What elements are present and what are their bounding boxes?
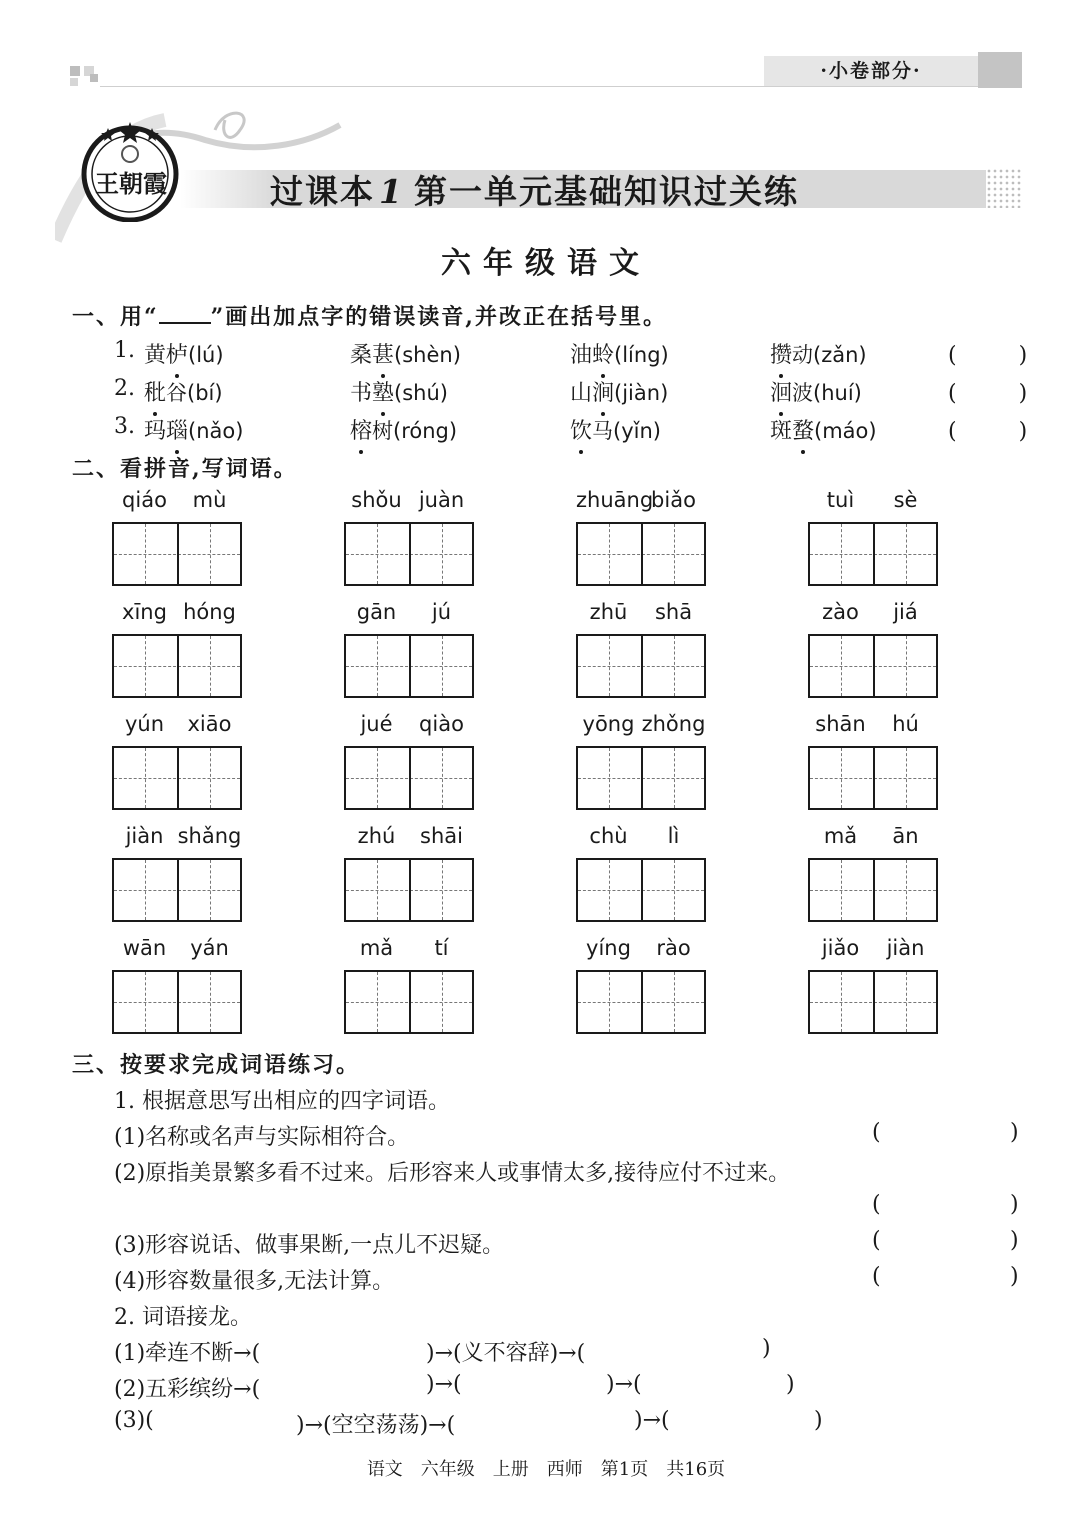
row-number: 3. bbox=[114, 414, 135, 439]
pinyin-syllable: zào bbox=[822, 600, 859, 624]
writing-grid[interactable] bbox=[808, 634, 938, 698]
writing-grid[interactable] bbox=[808, 746, 938, 810]
pinyin-syllable: wān bbox=[122, 936, 167, 960]
pinyin-syllable: mù bbox=[192, 488, 227, 512]
pronunciation-item bbox=[770, 414, 877, 445]
item-pre: 书 bbox=[350, 381, 373, 406]
chain-2-part-4: ) bbox=[786, 1372, 795, 1397]
pinyin-syllable: qiào bbox=[419, 712, 464, 736]
header-rule bbox=[100, 86, 1022, 87]
item-pinyin: 波(huí) bbox=[792, 381, 862, 405]
dotted-char: 蛉 bbox=[592, 338, 614, 369]
page-subtitle: 六年级语文 bbox=[441, 246, 651, 281]
writing-grid[interactable] bbox=[808, 522, 938, 586]
pinyin-syllable: jiá bbox=[893, 600, 918, 624]
pinyin-syllable: shǒu bbox=[351, 488, 402, 512]
writing-grid[interactable] bbox=[808, 970, 938, 1034]
pinyin-syllable: sè bbox=[893, 488, 918, 512]
pinyin-syllable: biǎo bbox=[651, 488, 696, 512]
q1-paren-right: ) bbox=[1010, 1120, 1019, 1145]
pinyin-syllable: lì bbox=[667, 824, 680, 848]
item-pinyin: (líng) bbox=[614, 343, 669, 367]
item-pre: 桑 bbox=[350, 343, 373, 368]
pinyin-syllable: shāi bbox=[420, 824, 463, 848]
writing-grid[interactable] bbox=[344, 858, 474, 922]
q1-item-4: (4)形容数量很多,无法计算。 bbox=[114, 1269, 395, 1294]
q1-paren-left: ( bbox=[872, 1228, 881, 1253]
pinyin-syllable: yōng bbox=[582, 712, 635, 736]
pinyin-syllable: mǎ bbox=[359, 936, 394, 960]
underline-sample bbox=[159, 306, 211, 324]
answer-paren: ( ) bbox=[948, 381, 1034, 406]
pinyin-syllable: jú bbox=[431, 600, 452, 624]
pinyin-syllable: zhǒng bbox=[641, 712, 706, 736]
title-prefix: 过课本 bbox=[270, 172, 375, 211]
pinyin-syllable: qiáo bbox=[122, 488, 167, 512]
pronunciation-item bbox=[350, 376, 448, 407]
pronunciation-item bbox=[144, 376, 223, 407]
item-pinyin: 动(zǎn) bbox=[792, 343, 867, 367]
section3-heading: 三、按要求完成词语练习。 bbox=[72, 1052, 361, 1078]
dotted-char: 塾 bbox=[372, 376, 394, 407]
dotted-char: 秕 bbox=[144, 376, 166, 407]
title-number: 1 bbox=[379, 172, 404, 211]
dotted-char: 榕 bbox=[350, 414, 372, 445]
row-number: 1. bbox=[114, 338, 135, 363]
pinyin-syllable: yún bbox=[124, 712, 165, 736]
row-number: 2. bbox=[114, 376, 135, 401]
pronunciation-item bbox=[144, 414, 243, 445]
dotted-char: 栌 bbox=[166, 338, 188, 369]
chain-2-part-2: )→( bbox=[426, 1372, 462, 1397]
q1-paren-left: ( bbox=[872, 1120, 881, 1145]
dotted-char: 攒 bbox=[770, 338, 792, 369]
pinyin-syllable: zhū bbox=[589, 600, 628, 624]
section-tag: ·小卷部分· bbox=[764, 56, 978, 86]
writing-grid[interactable] bbox=[576, 858, 706, 922]
q1-paren-left: ( bbox=[872, 1192, 881, 1217]
pinyin-syllable: zhuāng bbox=[576, 488, 654, 512]
chain-1-part-1: (1)牵连不断→( bbox=[114, 1341, 261, 1366]
writing-grid[interactable] bbox=[344, 522, 474, 586]
pinyin-syllable: hú bbox=[892, 712, 919, 736]
q1-item-3: (3)形容说话、做事果断,一点儿不迟疑。 bbox=[114, 1233, 505, 1258]
pinyin-syllable: yíng bbox=[586, 936, 631, 960]
item-pre: 玛 bbox=[144, 419, 167, 444]
section2-heading: 二、看拼音,写词语。 bbox=[72, 456, 298, 482]
pinyin-syllable: jiàn bbox=[125, 824, 164, 848]
writing-grid[interactable] bbox=[576, 746, 706, 810]
pinyin-syllable: rào bbox=[656, 936, 691, 960]
writing-grid[interactable] bbox=[112, 634, 242, 698]
pronunciation-item bbox=[350, 414, 457, 445]
writing-grid[interactable] bbox=[576, 634, 706, 698]
page-title bbox=[270, 166, 799, 213]
chain-2-part-3: )→( bbox=[606, 1372, 642, 1397]
chain-2-part-1: (2)五彩缤纷→( bbox=[114, 1377, 261, 1402]
pinyin-syllable: mǎ bbox=[823, 824, 858, 848]
item-pinyin: (lú) bbox=[188, 343, 224, 367]
pronunciation-item bbox=[770, 338, 867, 369]
pinyin-syllable: shǎng bbox=[177, 824, 242, 848]
writing-grid[interactable] bbox=[344, 634, 474, 698]
pinyin-syllable: xīng bbox=[122, 600, 167, 624]
pronunciation-item bbox=[350, 338, 461, 369]
writing-grid[interactable] bbox=[112, 522, 242, 586]
answer-paren: ( ) bbox=[948, 343, 1034, 368]
q1-paren-left: ( bbox=[872, 1264, 881, 1289]
chain-3-part-2: )→(空空荡荡)→( bbox=[296, 1413, 456, 1438]
item-pinyin: (máo) bbox=[814, 419, 877, 443]
chain-1-part-3: ) bbox=[762, 1336, 771, 1361]
writing-grid[interactable] bbox=[344, 746, 474, 810]
pinyin-syllable: gān bbox=[356, 600, 397, 624]
title-main: 第一单元基础知识过关练 bbox=[413, 172, 799, 211]
q1-paren-right: ) bbox=[1010, 1192, 1019, 1217]
chain-3-part-1: (3)( bbox=[114, 1408, 154, 1433]
writing-grid[interactable] bbox=[576, 522, 706, 586]
writing-grid[interactable] bbox=[344, 970, 474, 1034]
q1-title: 1. 根据意思写出相应的四字词语。 bbox=[114, 1089, 450, 1114]
q2-title: 2. 词语接龙。 bbox=[114, 1305, 252, 1330]
pinyin-syllable: shān bbox=[815, 712, 866, 736]
item-pinyin: 树(róng) bbox=[372, 419, 458, 443]
q1-paren-right: ) bbox=[1010, 1228, 1019, 1253]
tag-block bbox=[978, 52, 1022, 88]
pronunciation-item bbox=[570, 376, 668, 407]
item-pinyin: 马(yǐn) bbox=[592, 419, 661, 443]
pinyin-syllable: jiǎo bbox=[821, 936, 860, 960]
pronunciation-item bbox=[570, 414, 661, 445]
pinyin-syllable: yán bbox=[190, 936, 229, 960]
dotted-char: 饮 bbox=[570, 414, 592, 445]
heading-part-b: ”画出加点字的错误读音,并改正在括号里。 bbox=[210, 304, 667, 330]
pinyin-syllable: ān bbox=[892, 824, 919, 848]
section1-heading bbox=[72, 300, 667, 331]
dotted-char: 蝥 bbox=[792, 414, 814, 445]
banner-dots bbox=[986, 168, 1022, 208]
dotted-char: 洄 bbox=[770, 376, 792, 407]
writing-grid[interactable] bbox=[808, 858, 938, 922]
writing-grid[interactable] bbox=[576, 970, 706, 1034]
pronunciation-item bbox=[770, 376, 862, 407]
item-pre: 油 bbox=[570, 343, 593, 368]
item-pinyin: (shèn) bbox=[394, 343, 461, 367]
page-footer: 语文 六年级 上册 西师 第1页 共16页 bbox=[366, 1459, 726, 1480]
dotted-char: 瑙 bbox=[166, 414, 188, 445]
pinyin-syllable: zhú bbox=[357, 824, 396, 848]
writing-grid[interactable] bbox=[112, 746, 242, 810]
item-pre: 山 bbox=[570, 381, 593, 406]
dotted-char: 葚 bbox=[372, 338, 394, 369]
q1-item-1: (1)名称或名声与实际相符合。 bbox=[114, 1125, 410, 1150]
pinyin-syllable: jiàn bbox=[886, 936, 925, 960]
chain-3-part-4: ) bbox=[814, 1408, 823, 1433]
q1-paren-right: ) bbox=[1010, 1264, 1019, 1289]
item-pinyin: (shú) bbox=[394, 381, 448, 405]
item-pre: 黄 bbox=[144, 343, 167, 368]
pinyin-syllable: tuì bbox=[826, 488, 855, 512]
pinyin-syllable: shā bbox=[654, 600, 693, 624]
item-pinyin: (jiàn) bbox=[614, 381, 669, 405]
pinyin-syllable: jué bbox=[360, 712, 393, 736]
pinyin-syllable: juàn bbox=[418, 488, 465, 512]
dotted-char: 涧 bbox=[592, 376, 614, 407]
item-pinyin: (nǎo) bbox=[188, 419, 244, 443]
pronunciation-item bbox=[144, 338, 224, 369]
item-pre: 斑 bbox=[770, 419, 793, 444]
writing-grid[interactable] bbox=[112, 858, 242, 922]
heading-part-a: 一、用“ bbox=[72, 304, 159, 330]
chain-1-part-2: )→(义不容辞)→( bbox=[426, 1341, 586, 1366]
pinyin-syllable: xiāo bbox=[187, 712, 232, 736]
logo-text: 王朝霞 bbox=[95, 169, 167, 198]
pinyin-syllable: hóng bbox=[183, 600, 236, 624]
item-pinyin: 谷(bí) bbox=[166, 381, 223, 405]
answer-paren: ( ) bbox=[948, 419, 1034, 444]
chain-3-part-3: )→( bbox=[634, 1408, 670, 1433]
writing-grid[interactable] bbox=[112, 970, 242, 1034]
pinyin-syllable: tí bbox=[434, 936, 449, 960]
q1-item-2: (2)原指美景繁多看不过来。后形容来人或事情太多,接待应付不过来。 bbox=[114, 1161, 791, 1186]
pronunciation-item bbox=[570, 338, 669, 369]
pinyin-syllable: chù bbox=[589, 824, 628, 848]
